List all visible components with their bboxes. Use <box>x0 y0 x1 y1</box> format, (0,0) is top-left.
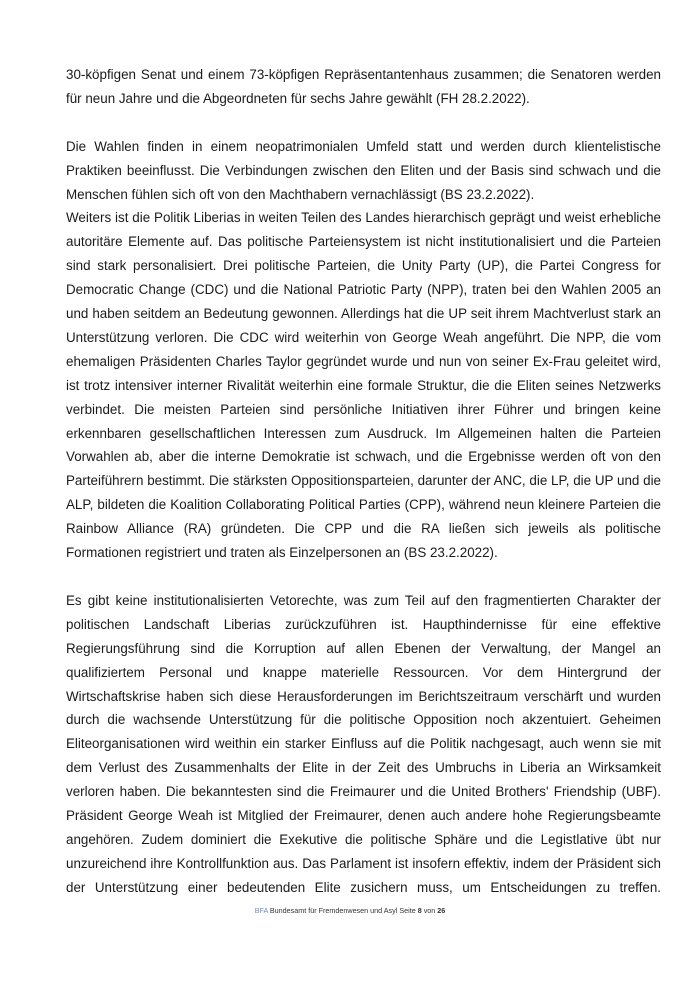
document-body <box>66 63 661 900</box>
footer-agency: Bundesamt für Fremdenwesen und Asyl Seite <box>267 906 418 915</box>
paragraph-parties: Weiters ist die Politik Liberias in weiten Teilen des Landes hierarchisch geprägt und weist erhebliche autoritäre Elemente auf. Das politische Parteiensystem ist nicht institutionalisiert und die Parteien sind stark personalisiert. Drei politische Parteien, die Unity Party (UP), die Partei Congress for Democratic Change (CDC) und die National Patriotic Party (NPP), traten bei den Wahlen 2005 an und haben seitdem an Bedeutung gewonnen. Allerdings hat die UP seit ihrem Machtverlust stark an Unterstützung verloren. Die CDC wird weiterhin von George Weah angeführt. Die NPP, die vom ehemaligen Präsidenten Charles Taylor gegründet wurde und nun von seiner Ex-Frau geleitet wird, ist trotz intensiver interner Rivalität weiterhin eine formale Struktur, die die Eliten seines Netzwerks verbindet. Die meisten Parteien sind persönliche Initiativen ihrer Führer und bringen keine erkennbaren gesellschaftlichen Interessen zum Ausdruck. Im Allgemeinen halten die Parteien Vorwahlen ab, aber die interne Demokratie ist schwach, und die Ergebnisse werden oft von den Parteiführern bestimmt. Die stärksten Oppositionsparteien, darunter der ANC, die LP, die UP und die ALP, bildeten die Koalition Collaborating Political Parties (CPP), während neun kleinere Parteien die Rainbow Alliance (RA) gründeten. Die CPP und die RA ließen sich jeweils als politische Formationen registriert und traten als Einzelpersonen an (BS 23.2.2022). <box>66 210 661 561</box>
footer-page-current: 8 <box>417 906 422 915</box>
paragraph-elections: Die Wahlen finden in einem neopatrimonialen Umfeld statt und werden durch klientelistische Praktiken beeinflusst. Die Verbindungen zwischen den Eliten und der Basis sind schwach und die Menschen fühlen sich oft von den Machthabern vernachlässigt (BS 23.2.2022). <box>66 138 661 202</box>
paragraph-senate: 30-köpfigen Senat und einem 73-köpfigen Repräsentantenhaus zusammen; die Senatoren werden für neun Jahre und die Abgeordneten für sechs Jahre gewählt (FH 28.2.2022). <box>66 67 661 106</box>
footer-brand: BFA <box>254 906 268 915</box>
paragraph-gap <box>66 565 661 589</box>
paragraph-veto: Es gibt keine institutionalisierten Vetorechte, was zum Teil auf den fragmentierten Charakter der politischen Landschaft Liberias zurückzuführen ist. Haupthindernisse für eine effektive Regierungsführung sind die Korruption auf allen Ebenen der Verwaltung, der Mangel an qualifiziertem Personal und knappe materielle Ressourcen. Vor dem Hintergrund der Wirtschaftskrise haben sich diese Herausforderungen im Berichtszeitraum verschärft und wurden durch die wachsende Unterstützung für die politische Opposition noch akzentuiert. Geheimen Eliteorganisationen wird weithin ein starker Einfluss auf die Politik nachgesagt, auch wenn sie mit dem Verlust des Zusammenhalts der Elite in der Zeit des Umbruchs in Liberia an Wirksamkeit verloren haben. Die bekanntesten sind die Freimaurer und die United Brothers' Friendship (UBF). Präsident George Weah ist Mitglied der Freimaurer, denen auch andere hohe Regierungsbeamte angehören. Zudem dominiert die Exekutive die politische Sphäre und die Legistlative übt nur unzureichend ihre Kontrollfunktion aus. Das Parlament ist insofern effektiv, indem der Präsident sich der Unterstützung einer bedeutenden Elite zusichern muss, um Entscheidungen zu treffen. <box>66 592 661 895</box>
page-footer <box>0 906 700 915</box>
footer-page-sep: von <box>421 906 438 915</box>
footer-page-total: 26 <box>437 906 446 915</box>
paragraph-gap <box>66 111 661 135</box>
